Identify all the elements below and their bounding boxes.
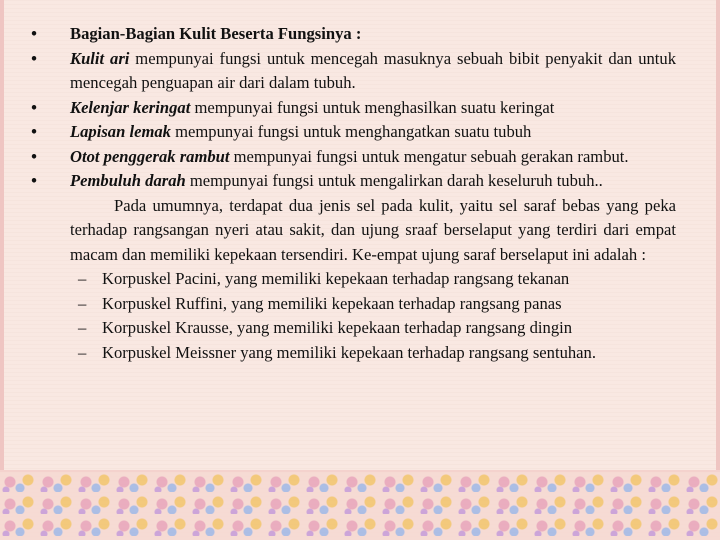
term-lapisan-lemak: Lapisan lemak bbox=[70, 122, 171, 141]
bullet-icon: • bbox=[31, 48, 37, 68]
description-kelenjar-keringat: mempunyai fungsi untuk menghasilkan suatu keringat bbox=[190, 97, 555, 117]
dash-icon: – bbox=[78, 318, 87, 337]
left-frame-border bbox=[0, 0, 4, 470]
dash-list bbox=[26, 267, 676, 365]
bullet-item-kulit-ari bbox=[26, 47, 676, 96]
bullet-icon: • bbox=[31, 171, 37, 190]
term-pembuluh-darah: Pembuluh darah bbox=[70, 171, 186, 190]
dash-icon: – bbox=[78, 269, 87, 288]
description-lapisan-lemak: mempunyai fungsi untuk menghangatkan suatu tubuh bbox=[170, 122, 532, 141]
term-kelenjar-keringat: Kelenjar keringat bbox=[70, 97, 191, 117]
dash-item-krausse bbox=[78, 316, 676, 341]
dash-icon: – bbox=[78, 293, 87, 313]
term-otot-penggerak-rambut: Otot penggerak rambut bbox=[70, 146, 230, 166]
term-kulit-ari: Kulit ari bbox=[70, 48, 130, 68]
dash-item-text: Korpuskel Krausse, yang memiliki kepekaan terhadap rangsang dingin bbox=[102, 318, 573, 337]
bullet-item-pembuluh-darah bbox=[26, 169, 676, 194]
dash-item-pacini bbox=[78, 267, 676, 292]
bullet-icon: • bbox=[31, 122, 37, 141]
bullet-icon: • bbox=[31, 97, 37, 117]
description-kulit-ari: mempunyai fungsi untuk mencegah masuknya sebuah bibit penyakit dan untuk mencegah penguapan air dari dalam tubuh. bbox=[70, 48, 676, 92]
dash-icon: – bbox=[78, 342, 87, 362]
bullet-item-otot-penggerak-rambut bbox=[26, 145, 676, 170]
dash-item-text: Korpuskel Ruffini, yang memiliki kepekaan terhadap rangsang panas bbox=[102, 293, 562, 313]
bullet-icon: • bbox=[31, 146, 37, 166]
dash-item-meissner bbox=[78, 341, 676, 366]
bullet-item-lapisan-lemak bbox=[26, 120, 676, 145]
section-heading: Bagian-Bagian Kulit Beserta Fungsinya : bbox=[70, 24, 362, 43]
decorative-pattern-border bbox=[0, 470, 720, 540]
bullet-list bbox=[26, 22, 676, 194]
right-frame-border bbox=[716, 0, 720, 470]
slide-content bbox=[26, 22, 676, 365]
body-paragraph bbox=[26, 194, 676, 268]
dash-item-ruffini bbox=[78, 292, 676, 317]
description-pembuluh-darah: mempunyai fungsi untuk mengalirkan darah keseluruh tubuh.. bbox=[185, 171, 603, 190]
bullet-icon: • bbox=[31, 24, 37, 43]
bullet-item-kelenjar-keringat bbox=[26, 96, 676, 121]
description-otot-penggerak-rambut: mempunyai fungsi untuk mengatur sebuah gerakan rambut. bbox=[229, 146, 629, 166]
bullet-item-heading bbox=[26, 22, 676, 47]
paragraph-text: Pada umumnya, terdapat dua jenis sel pada kulit, yaitu sel saraf bebas yang peka terhadap rangsangan nyeri atau sakit, dan ujung sraaf berselaput yang terdiri dari empat macam dan memiliki kepekaan tersendiri. Ke-empat ujung saraf berselaput ini adalah : bbox=[70, 195, 676, 264]
dash-item-text: Korpuskel Meissner yang memiliki kepekaan terhadap rangsang sentuhan. bbox=[102, 342, 596, 362]
dash-item-text: Korpuskel Pacini, yang memiliki kepekaan terhadap rangsang tekanan bbox=[102, 269, 570, 288]
